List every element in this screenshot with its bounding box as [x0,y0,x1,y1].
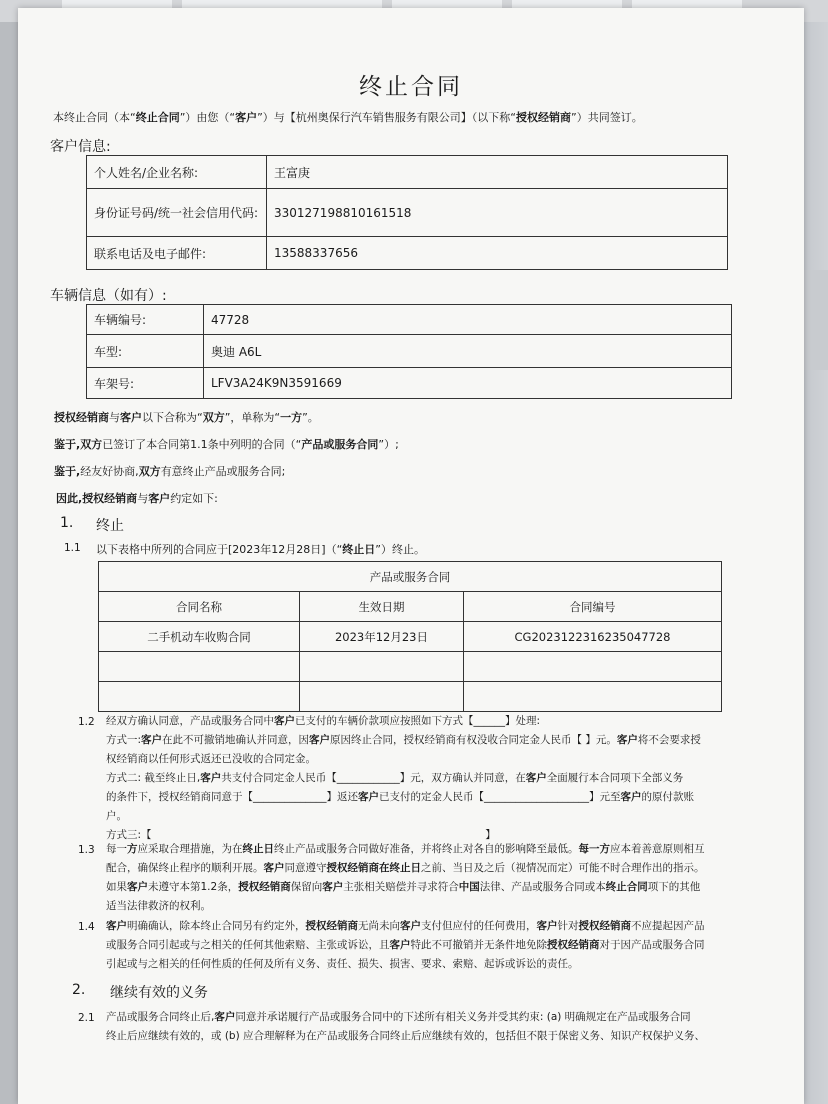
customer-row [87,237,728,270]
clause-number: 2.1 [78,1012,95,1024]
customer-row [87,156,728,189]
field-value: 330127198810161518 [267,189,728,237]
clause-text: 以下表格中所列的合同应于[2023年12月28日]（“终止日”）终止。 [96,543,425,556]
table-cell [300,682,464,712]
clause-text: 产品或服务合同终止后,客户同意并承诺履行产品或服务合同中的下述所有相关义务并受其约束: (a) 明确规定在产品或服务合同 终止后应继续有效的，或 (b) 应合理解释为在产品或服务合同终止后应继续有效的，包括但不限于保密义务、知识产权保护义务、 [106,1011,706,1042]
table-cell [300,652,464,682]
table-caption-row [99,562,722,592]
vehicle-row [87,368,732,399]
field-value: 47728 [204,305,732,335]
table-cell [99,682,300,712]
column-header: 合同名称 [99,592,300,622]
clause-number: 1.1 [64,542,81,554]
clause-number: 1.3 [78,844,95,856]
intro-paragraph: 本终止合同（本“终止合同”）由您（“客户”）与【杭州奥保行汽车销售服务有限公司】（以下称“授权经销商”）共同签订。 [53,111,643,124]
table-row [99,682,722,712]
clause-text: 经双方确认同意，产品或服务合同中客户已支付的车辆价款项应按照如下方式【______】处理: 方式一:客户在此不可撤销地确认并同意，因客户原因终止合同，授权经销商有权没收合同定金人民币【 】元。客户将不会要求授 权经销商以任何形式返还已没收的合同定金。 方式二: 截至终止日,客户共支付合同定金人民币【____________】元，双方确认并同意，在客户全面履行本合同项下全部义务 的条件下，授权经销商同意于【______________】返还客户已支付的定金人民币【____________________】元至客户的原付款账 户。 方式三:【 】 [106,715,701,841]
section-number: 1. [60,515,74,531]
vehicle-info-table [86,304,732,399]
field-label: 个人姓名/企业名称: [87,156,267,189]
field-label: 车辆编号: [87,305,204,335]
therefore-clause: 因此,授权经销商与客户约定如下: [56,492,218,505]
clause-text: 客户明确确认，除本终止合同另有约定外，授权经销商无尚未向客户支付但应付的任何费用，客户针对授权经销商不应提起因产品 或服务合同引起或与之相关的任何其他索赔、主张或诉讼，且客户特此不可撤销并无条件地免除授权经销商对于因产品或服务合同 引起或与之相关的任何性质的任何及所有义务、责任、损失、损害、要求、索赔、起诉或诉讼的责任。 [106,920,705,970]
vehicle-info-heading: 车辆信息（如有）: [50,288,167,304]
table-row [99,622,722,652]
section-number: 2. [72,982,86,998]
field-value: 奥迪 A6L [204,335,732,368]
section-title: 终止 [96,518,124,534]
customer-info-heading: 客户信息: [50,139,111,155]
whereas-clause: 鉴于,双方已签订了本合同第1.1条中列明的合同（“产品或服务合同”）; [54,438,399,451]
customer-row [87,189,728,237]
field-value: 王富庚 [267,156,728,189]
table-header-row [99,592,722,622]
section-title: 继续有效的义务 [110,985,208,1001]
table-cell [464,682,722,712]
field-label: 车架号: [87,368,204,399]
clause-number: 1.2 [78,716,95,728]
column-header: 生效日期 [300,592,464,622]
field-label: 联系电话及电子邮件: [87,237,267,270]
table-cell: 二手机动车收购合同 [99,622,300,652]
field-label: 车型: [87,335,204,368]
document-page [18,8,804,1104]
field-value: 13588337656 [267,237,728,270]
table-row [99,652,722,682]
parties-definition: 授权经销商与客户以下合称为“双方”，单称为“一方”。 [54,411,319,424]
customer-info-table [86,155,728,270]
table-cell [464,652,722,682]
vehicle-row [87,305,732,335]
contracts-table [98,561,722,712]
whereas-clause: 鉴于,经友好协商,双方有意终止产品或服务合同; [54,465,286,478]
table-cell: 2023年12月23日 [300,622,464,652]
clause-text: 每一方应采取合理措施，为在终止日终止产品或服务合同做好准备，并将终止对各自的影响降至最低。每一方应本着善意原则相互 配合，确保终止程序的顺利开展。客户同意遵守授权经销商在终止日之前、当日及之后（视情况而定）可能不时合理作出的指示。 如果客户未遵守本第1.2条，授权经销商保留向客户主张相关赔偿并寻求符合中国法律、产品或服务合同或本终止合同项下的其他 适当法律救济的权利。 [106,843,705,912]
clause-number: 1.4 [78,921,95,933]
table-cell: CG2023122316235047728 [464,622,722,652]
vehicle-row [87,335,732,368]
field-label: 身份证号码/统一社会信用代码: [87,189,267,237]
column-header: 合同编号 [464,592,722,622]
document-title: 终止合同 [359,74,463,100]
table-caption: 产品或服务合同 [99,562,722,592]
table-cell [99,652,300,682]
field-value: LFV3A24K9N3591669 [204,368,732,399]
